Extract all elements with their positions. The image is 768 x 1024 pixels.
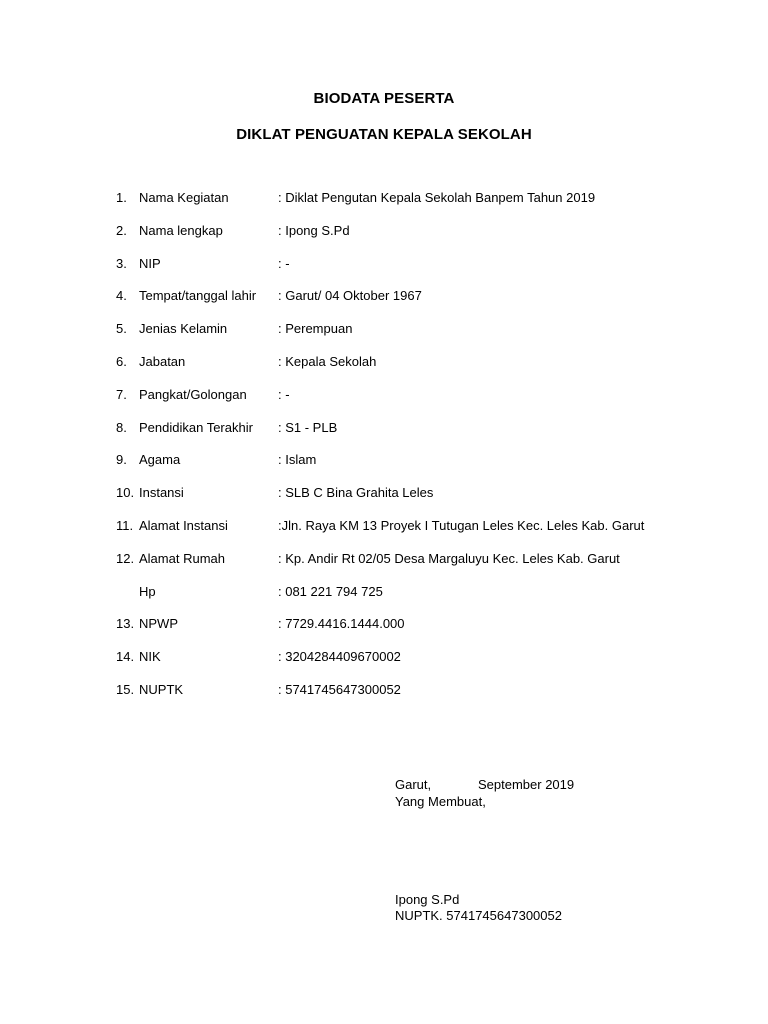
field-number: 1.	[116, 190, 127, 205]
field-label: Pendidikan Terakhir	[139, 419, 253, 435]
field-number: 4.	[116, 288, 127, 304]
field-row-pendidikan-terakhir	[116, 420, 736, 453]
field-number: 13.	[116, 616, 135, 632]
field-value: : Perempuan	[278, 321, 353, 337]
field-label: Jabatan	[139, 353, 186, 369]
field-value: : 5741745647300052	[278, 681, 401, 697]
signature-maker-label: Yang Membuat,	[395, 794, 486, 809]
field-row-npwp	[116, 616, 736, 649]
field-number: 7.	[116, 386, 127, 402]
field-number: 6.	[116, 353, 127, 369]
field-label: Agama	[139, 452, 181, 468]
field-row-jabatan	[116, 354, 736, 387]
field-label: Nama Kegiatan	[139, 190, 229, 205]
signature-place: Garut,	[395, 777, 432, 792]
field-row-instansi	[116, 485, 736, 518]
field-label: Pangkat/Golongan	[139, 386, 247, 402]
field-row-hp	[116, 584, 736, 617]
field-label: NPWP	[139, 616, 178, 632]
field-value: : Diklat Pengutan Kepala Sekolah Banpem Tahun 2019	[278, 190, 596, 205]
field-value: : Garut/ 04 Oktober 1967	[278, 288, 422, 304]
field-label: NIK	[139, 649, 161, 665]
field-value: : -	[278, 255, 290, 271]
document-title: BIODATA PESERTA	[313, 90, 455, 107]
field-row-agama	[116, 452, 736, 485]
field-number: 2.	[116, 222, 127, 238]
document-subtitle: DIKLAT PENGUATAN KEPALA SEKOLAH	[236, 126, 532, 143]
field-row-jenis-kelamin	[116, 321, 736, 354]
field-number: 9.	[116, 452, 127, 468]
field-number: 14.	[116, 649, 135, 665]
field-value: : Kp. Andir Rt 02/05 Desa Margaluyu Kec. Leles Kab. Garut	[278, 550, 620, 566]
field-row-nik	[116, 649, 736, 682]
field-value: : Ipong S.Pd	[278, 222, 350, 238]
field-label: Alamat Rumah	[139, 550, 225, 566]
signature-name: Ipong S.Pd	[395, 892, 460, 907]
field-value: : 081 221 794 725	[278, 583, 383, 599]
field-value: : Islam	[278, 452, 317, 468]
field-label: NIP	[139, 255, 161, 271]
field-number: 10.	[116, 485, 135, 501]
field-label: Instansi	[139, 485, 184, 501]
field-value: : 3204284409670002	[278, 649, 401, 665]
field-label: Tempat/tanggal lahir	[139, 288, 257, 304]
signature-nuptk: NUPTK. 5741745647300052	[395, 908, 562, 923]
field-label: NUPTK	[139, 681, 184, 697]
signature-date: September 2019	[478, 777, 575, 792]
field-row-nip	[116, 256, 736, 289]
field-value: :Jln. Raya KM 13 Proyek I Tutugan Leles Kec. Leles Kab. Garut	[278, 517, 645, 533]
field-value: : S1 - PLB	[278, 419, 338, 435]
field-value: : -	[278, 386, 290, 402]
biodata-list	[116, 190, 736, 715]
field-label: Alamat Instansi	[139, 517, 228, 533]
field-row-pangkat-golongan	[116, 387, 736, 420]
field-number: 11.	[116, 517, 134, 533]
field-value: : 7729.4416.1444.000	[278, 616, 405, 632]
field-row-nama-kegiatan	[116, 190, 736, 223]
field-number: 8.	[116, 419, 127, 435]
field-number: 3.	[116, 255, 127, 271]
field-value: : SLB C Bina Grahita Leles	[278, 485, 434, 501]
field-number: 15.	[116, 681, 135, 697]
signature-place-date	[395, 776, 574, 793]
field-label: Jenias Kelamin	[139, 321, 228, 337]
field-label: Hp	[139, 583, 156, 599]
field-number: 12.	[116, 550, 135, 566]
field-value: : Kepala Sekolah	[278, 353, 377, 369]
field-row-tempat-tanggal-lahir	[116, 288, 736, 321]
field-row-alamat-rumah	[116, 551, 736, 584]
field-row-nuptk	[116, 682, 736, 715]
field-label: Nama lengkap	[139, 222, 223, 238]
field-row-alamat-instansi	[116, 518, 736, 551]
field-row-nama-lengkap	[116, 223, 736, 256]
field-number: 5.	[116, 321, 127, 337]
